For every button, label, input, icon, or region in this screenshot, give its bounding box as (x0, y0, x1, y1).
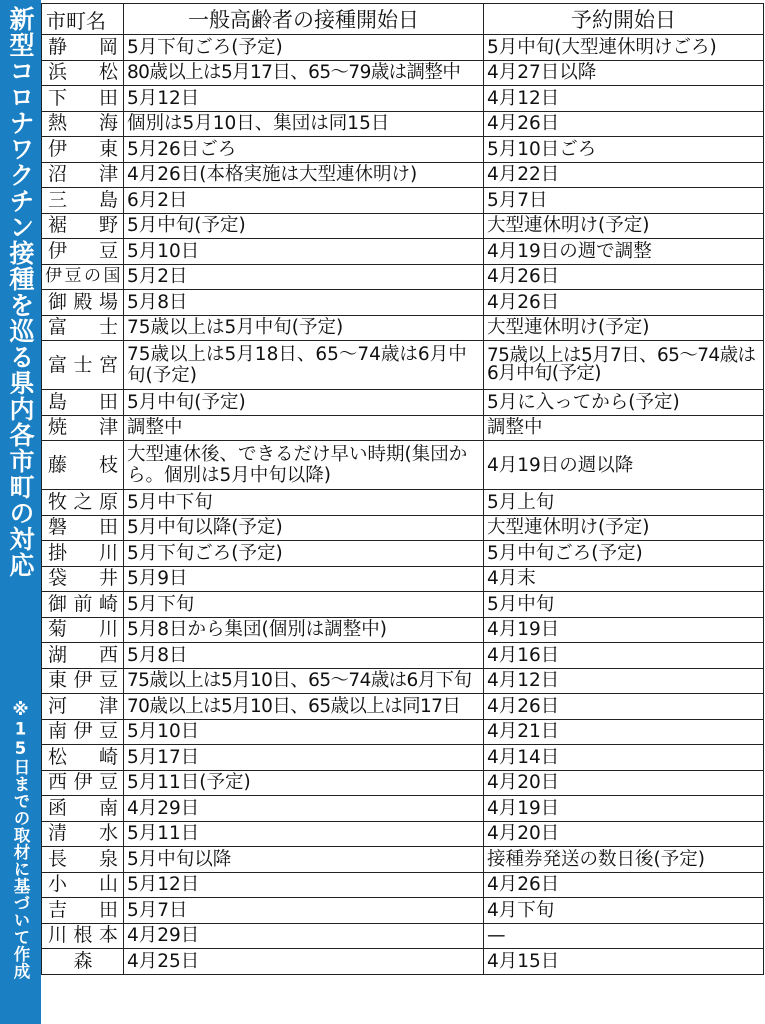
table-row (42, 111, 764, 137)
reserve-date: 4月20日 (484, 770, 764, 796)
reserve-date: 4月19日 (484, 617, 764, 643)
city-name: 伊豆の国 (42, 264, 124, 290)
city-name: 三島 (42, 188, 124, 214)
banner-note: ※15日までの取材に基づいて作成 (11, 700, 30, 980)
reserve-date: — (484, 923, 764, 949)
table-row (42, 694, 764, 720)
reserve-date: 4月12日 (484, 668, 764, 694)
city-name: 沼津 (42, 162, 124, 188)
start-date: 調整中 (124, 415, 484, 441)
start-date: 5月8日から集団(個別は調整中) (124, 617, 484, 643)
start-date: 75歳以上は5月10日、65〜74歳は6月下旬 (124, 668, 484, 694)
city-name: 伊豆 (42, 239, 124, 265)
table-row (42, 872, 764, 898)
table-row (42, 566, 764, 592)
table-row (42, 188, 764, 214)
reserve-date: 4月26日 (484, 290, 764, 316)
table-row (42, 745, 764, 771)
reserve-date: 4月27日以降 (484, 60, 764, 86)
city-name: 川根本 (42, 923, 124, 949)
reserve-date: 5月中旬 (484, 592, 764, 618)
table-row (42, 162, 764, 188)
start-date: 個別は5月10日、集団は同15日 (124, 111, 484, 137)
table-row (42, 643, 764, 669)
table-row (42, 341, 764, 390)
city-name: 袋井 (42, 566, 124, 592)
table-row (42, 315, 764, 341)
banner-title: 新型コロナワクチン接種を巡る県内各市町の対応 (6, 6, 35, 578)
table-row (42, 290, 764, 316)
table-row (42, 86, 764, 112)
city-name: 函南 (42, 796, 124, 822)
start-date: 5月中旬以降(予定) (124, 515, 484, 541)
reserve-date: 4月22日 (484, 162, 764, 188)
reserve-date: 5月中旬(大型連休明けごろ) (484, 35, 764, 61)
table-row (42, 923, 764, 949)
start-date: 5月17日 (124, 745, 484, 771)
reserve-date: 4月12日 (484, 86, 764, 112)
reserve-date: 5月10日ごろ (484, 137, 764, 163)
start-date: 5月12日 (124, 872, 484, 898)
reserve-date: 4月20日 (484, 821, 764, 847)
start-date: 5月下旬ごろ(予定) (124, 541, 484, 567)
reserve-date: 4月末 (484, 566, 764, 592)
city-name: 島田 (42, 390, 124, 416)
start-date: 5月中旬(予定) (124, 390, 484, 416)
table-row (42, 490, 764, 516)
table-row (42, 441, 764, 490)
city-name: 浜松 (42, 60, 124, 86)
city-name: 菊川 (42, 617, 124, 643)
start-date: 80歳以上は5月17日、65〜79歳は調整中 (124, 60, 484, 86)
reserve-date: 5月中旬ごろ(予定) (484, 541, 764, 567)
table-row (42, 847, 764, 873)
start-date: 5月7日 (124, 898, 484, 924)
start-date: 5月8日 (124, 290, 484, 316)
city-name: 伊東 (42, 137, 124, 163)
start-date: 5月26日ごろ (124, 137, 484, 163)
table-row (42, 390, 764, 416)
start-date: 4月29日 (124, 796, 484, 822)
start-date: 5月11日(予定) (124, 770, 484, 796)
city-name: 藤枝 (42, 441, 124, 490)
city-name: 熱海 (42, 111, 124, 137)
start-date: 70歳以上は5月10日、65歳以上は同17日 (124, 694, 484, 720)
start-date: 大型連休後、できるだけ早い時期(集団から。個別は5月中旬以降) (124, 441, 484, 490)
header-city: 市町名 (42, 4, 124, 35)
city-name: 河津 (42, 694, 124, 720)
reserve-date: 75歳以上は5月7日、65〜74歳は6月中旬(予定) (484, 341, 764, 390)
reserve-date: 4月26日 (484, 872, 764, 898)
table-row (42, 592, 764, 618)
reserve-date: 4月下旬 (484, 898, 764, 924)
start-date: 5月2日 (124, 264, 484, 290)
reserve-date: 4月19日の週で調整 (484, 239, 764, 265)
table-row (42, 239, 764, 265)
table-row (42, 796, 764, 822)
city-name: 松崎 (42, 745, 124, 771)
start-date: 4月25日 (124, 949, 484, 975)
reserve-date: 4月26日 (484, 264, 764, 290)
header-reserve-date: 予約開始日 (484, 4, 764, 35)
start-date: 4月26日(本格実施は大型連休明け) (124, 162, 484, 188)
reserve-date: 大型連休明け(予定) (484, 213, 764, 239)
start-date: 5月中下旬 (124, 490, 484, 516)
start-date: 5月9日 (124, 566, 484, 592)
start-date: 5月8日 (124, 643, 484, 669)
reserve-date: 4月14日 (484, 745, 764, 771)
start-date: 5月10日 (124, 719, 484, 745)
table-row (42, 770, 764, 796)
start-date: 5月中旬以降 (124, 847, 484, 873)
city-name: 湖西 (42, 643, 124, 669)
table-row (42, 617, 764, 643)
start-date: 5月下旬ごろ(予定) (124, 35, 484, 61)
table-row (42, 35, 764, 61)
table-row (42, 213, 764, 239)
city-name: 清水 (42, 821, 124, 847)
table-row (42, 515, 764, 541)
city-name: 下田 (42, 86, 124, 112)
start-date: 5月11日 (124, 821, 484, 847)
table-row (42, 898, 764, 924)
table-row (42, 60, 764, 86)
city-name: 小山 (42, 872, 124, 898)
city-name: 吉田 (42, 898, 124, 924)
city-name: 森 (42, 949, 124, 975)
reserve-date: 4月19日 (484, 796, 764, 822)
start-date: 75歳以上は5月中旬(予定) (124, 315, 484, 341)
start-date: 5月12日 (124, 86, 484, 112)
reserve-date: 4月19日の週以降 (484, 441, 764, 490)
table-row (42, 264, 764, 290)
city-name: 富士宮 (42, 341, 124, 390)
side-banner (0, 0, 41, 1024)
city-name: 磐田 (42, 515, 124, 541)
start-date: 6月2日 (124, 188, 484, 214)
reserve-date: 4月15日 (484, 949, 764, 975)
city-name: 東伊豆 (42, 668, 124, 694)
reserve-date: 4月21日 (484, 719, 764, 745)
table-row (42, 415, 764, 441)
table-header-row (42, 4, 764, 35)
city-name: 御前崎 (42, 592, 124, 618)
reserve-date: 5月7日 (484, 188, 764, 214)
start-date: 5月中旬(予定) (124, 213, 484, 239)
table-row (42, 668, 764, 694)
start-date: 4月29日 (124, 923, 484, 949)
city-name: 掛川 (42, 541, 124, 567)
start-date: 5月10日 (124, 239, 484, 265)
reserve-date: 接種券発送の数日後(予定) (484, 847, 764, 873)
city-name: 南伊豆 (42, 719, 124, 745)
city-name: 裾野 (42, 213, 124, 239)
reserve-date: 大型連休明け(予定) (484, 515, 764, 541)
reserve-date: 5月に入ってから(予定) (484, 390, 764, 416)
city-name: 御殿場 (42, 290, 124, 316)
table-row (42, 821, 764, 847)
table-row (42, 719, 764, 745)
reserve-date: 大型連休明け(予定) (484, 315, 764, 341)
city-name: 牧之原 (42, 490, 124, 516)
reserve-date: 調整中 (484, 415, 764, 441)
city-name: 静岡 (42, 35, 124, 61)
table-row (42, 949, 764, 975)
reserve-date: 4月26日 (484, 111, 764, 137)
city-name: 富士 (42, 315, 124, 341)
reserve-date: 5月上旬 (484, 490, 764, 516)
reserve-date: 4月16日 (484, 643, 764, 669)
vaccine-schedule-table (41, 3, 764, 975)
start-date: 75歳以上は5月18日、65〜74歳は6月中旬(予定) (124, 341, 484, 390)
city-name: 焼津 (42, 415, 124, 441)
city-name: 西伊豆 (42, 770, 124, 796)
start-date: 5月下旬 (124, 592, 484, 618)
city-name: 長泉 (42, 847, 124, 873)
reserve-date: 4月26日 (484, 694, 764, 720)
header-start-date: 一般高齢者の接種開始日 (124, 4, 484, 35)
table-row (42, 541, 764, 567)
table-row (42, 137, 764, 163)
